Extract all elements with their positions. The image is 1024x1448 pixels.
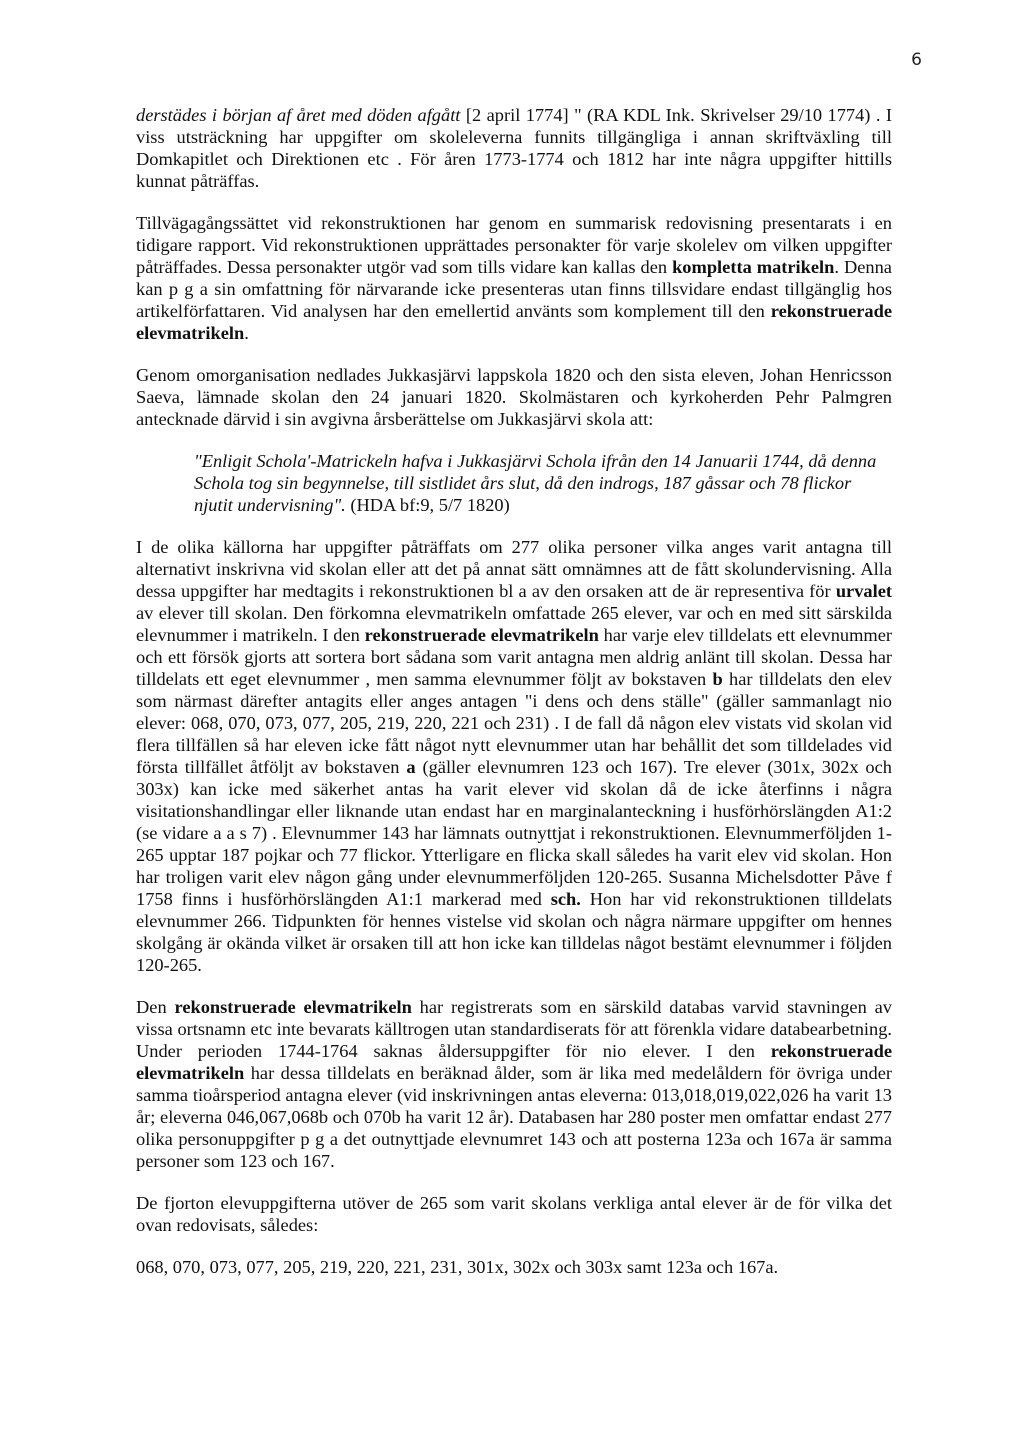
text-segment: har dessa tilldelats en beräknad ålder, som är lika med medelåldern för övriga under samma tioårsperiod antagna elever (vid inskrivningen antas eleverna: 013,018,019,022,026 ha varit 13 år; eleverna 046,067,068b och 070b ha varit 12 år). Databasen har 280 poster men omfattar endast 277 olika personuppgifter p g a det outnyttjade elevnumret 143 och att posterna 123a och 167a är samma personer som 123 och 167. — [136, 1063, 892, 1171]
text-segment: har tilldelats den elev som närmast därefter antagits eller anges antagen "i dens och dens ställe" (gäller sammanlagt nio elever: 068, 070, 073, 077, 205, 219, 220, 221 och 231) . I de fall då någon elev vistats vid skolan vid flera tillfällen så har eleven icke fått något nytt elevnummer utan har behållit det som tilldelades vid första tillfället åtföljt av bokstaven — [136, 669, 892, 777]
bold-term: a — [406, 757, 416, 777]
bold-term: kompletta matrikeln — [672, 257, 835, 277]
text-segment: 068, 070, 073, 077, 205, 219, 220, 221, 231, 301x, 302x och 303x samt 123a och 167a. — [136, 1257, 779, 1277]
text-segment: Tillvägagångssättet vid rekonstruktionen har genom en summarisk redovisning presentarats i en tidigare rapport. Vid rekonstruktionen upprättades personakter för varje skolelev om vilken uppgifter påträffades. Dessa personakter utgör vad som tills vidare kan kallas den — [136, 213, 892, 277]
text-segment: (gäller elevnumren 123 och 167). Tre elever (301x, 302x och 303x) kan icke med säkerhet antas ha varit elever vid skolan då de icke återfinns i några visitationshandlingar eller liknande utan endast har en marginalanteckning i husförhörslängden A1:2 (se vidare a a s 7) . Elevnummer 143 har lämnats outnyttjat i rekonstruktionen. Elevnummerföljden 1-265 upptar 187 pojkar och 77 flickor. Ytterligare en flicka skall således ha varit elev vid skolan. Hon har troligen varit elev någon gång under elevnummerföljden 120-265. Susanna Michelsdotter Påve f 1758 finns i husförhörslängden A1:1 markerad med — [136, 757, 892, 909]
bold-term: rekonstruerade elevmatrikeln — [136, 301, 892, 343]
bold-term: sch. — [550, 889, 581, 909]
paragraph-sources — [136, 104, 892, 192]
paragraph-numbering — [136, 536, 892, 976]
paragraph-closure — [136, 364, 892, 430]
quote-text: "Enligit Schola'-Matrickeln hafva i Jukkasjärvi Schola ifrån den 14 Januarii 1744, då denna Schola tog sin begynnelse, till sistlidet års slut, då den indrogs, 187 gåssar och 78 flickor njutit undervisning". — [194, 451, 877, 515]
page-number: 6 — [911, 50, 922, 70]
text-segment: I de olika källorna har uppgifter påträffats om 277 olika personer vilka anges varit antagna till alternativt inskrivna vid skolan eller att det på annat sätt omnämnes att de fått skolundervisning. Alla dessa uppgifter har medtagits i rekonstruktionen bl a av den orsaken att de är representiva för — [136, 537, 892, 601]
text-segment: De fjorton elevuppgifterna utöver de 265 som varit skolans verkliga antal elever är de för vilka det ovan redovisats, således: — [136, 1193, 892, 1235]
text-segment: har varje elev tilldelats ett elevnummer och ett försök gjorts att sortera bort sådana som varit antagna men aldrig anlänt till skolan. Dessa har tilldelats ett eget elevnummer , men samma elevnummer följt av bokstaven — [136, 625, 892, 689]
bold-term: urvalet — [835, 581, 892, 601]
record-number-list — [136, 1256, 892, 1278]
bold-term: rekonstruerade elevmatrikeln — [136, 1041, 892, 1083]
text-segment: Den — [136, 997, 175, 1017]
paragraph-database — [136, 996, 892, 1172]
text-segment: . Denna kan p g a sin omfattning för närvarande icke presenteras utan finns tillsvidare endast tillgänglig hos artikelförfattaren. Vid analysen har den emellertid använts som komplement till den — [136, 257, 892, 321]
block-quote — [194, 450, 892, 516]
bold-term: rekonstruerade elevmatrikeln — [364, 625, 599, 645]
paragraph-method — [136, 212, 892, 344]
text-segment: av elever till skolan. Den förkomna elevmatrikeln omfattade 265 elever, var och en med sitt särskilda elevnummer i matrikeln. I den — [136, 603, 892, 645]
text-segment: [2 april 1774] " (RA KDL Ink. Skrivelser 29/10 1774) . I viss utsträckning har uppgifter om skoleleverna funnits tillgängliga i annan skriftväxling till Domkapitlet och Direktionen etc . För åren 1773-1774 och 1812 har inte några uppgifter hittills kunnat påträffas. — [136, 105, 893, 191]
text-segment: . — [244, 323, 249, 343]
text-segment: Hon har vid rekonstruktionen tilldelats elevnummer 266. Tidpunkten för hennes vistelse vid skolan och några närmare uppgifter om hennes skolgång är okända vilket är orsaken till att hon icke kan tilldelas något bestämt elevnummer i följden 120-265. — [136, 889, 892, 975]
paragraph-extra-records — [136, 1192, 892, 1236]
text-segment: har registrerats som en särskild databas varvid stavningen av vissa ortsnamn etc inte bevarats källtrogen utan standardiserats för att förenkla vidare databearbetning. Under perioden 1744-1764 saknas åldersuppgifter för nio elever. I den — [136, 997, 892, 1061]
italic-citation: derstädes i början af året med döden afgått — [136, 105, 461, 125]
quote-source: (HDA bf:9, 5/7 1820) — [345, 495, 510, 515]
bold-term: b — [712, 669, 723, 689]
document-body — [136, 104, 892, 1298]
text-segment: Genom omorganisation nedlades Jukkasjärvi lappskola 1820 och den sista eleven, Johan Henricsson Saeva, lämnade skolan den 24 januari 1820. Skolmästaren och kyrkoherden Pehr Palmgren antecknade därvid i sin avgivna årsberättelse om Jukkasjärvi skola att: — [136, 365, 892, 429]
bold-term: rekonstruerade elevmatrikeln — [174, 997, 412, 1017]
